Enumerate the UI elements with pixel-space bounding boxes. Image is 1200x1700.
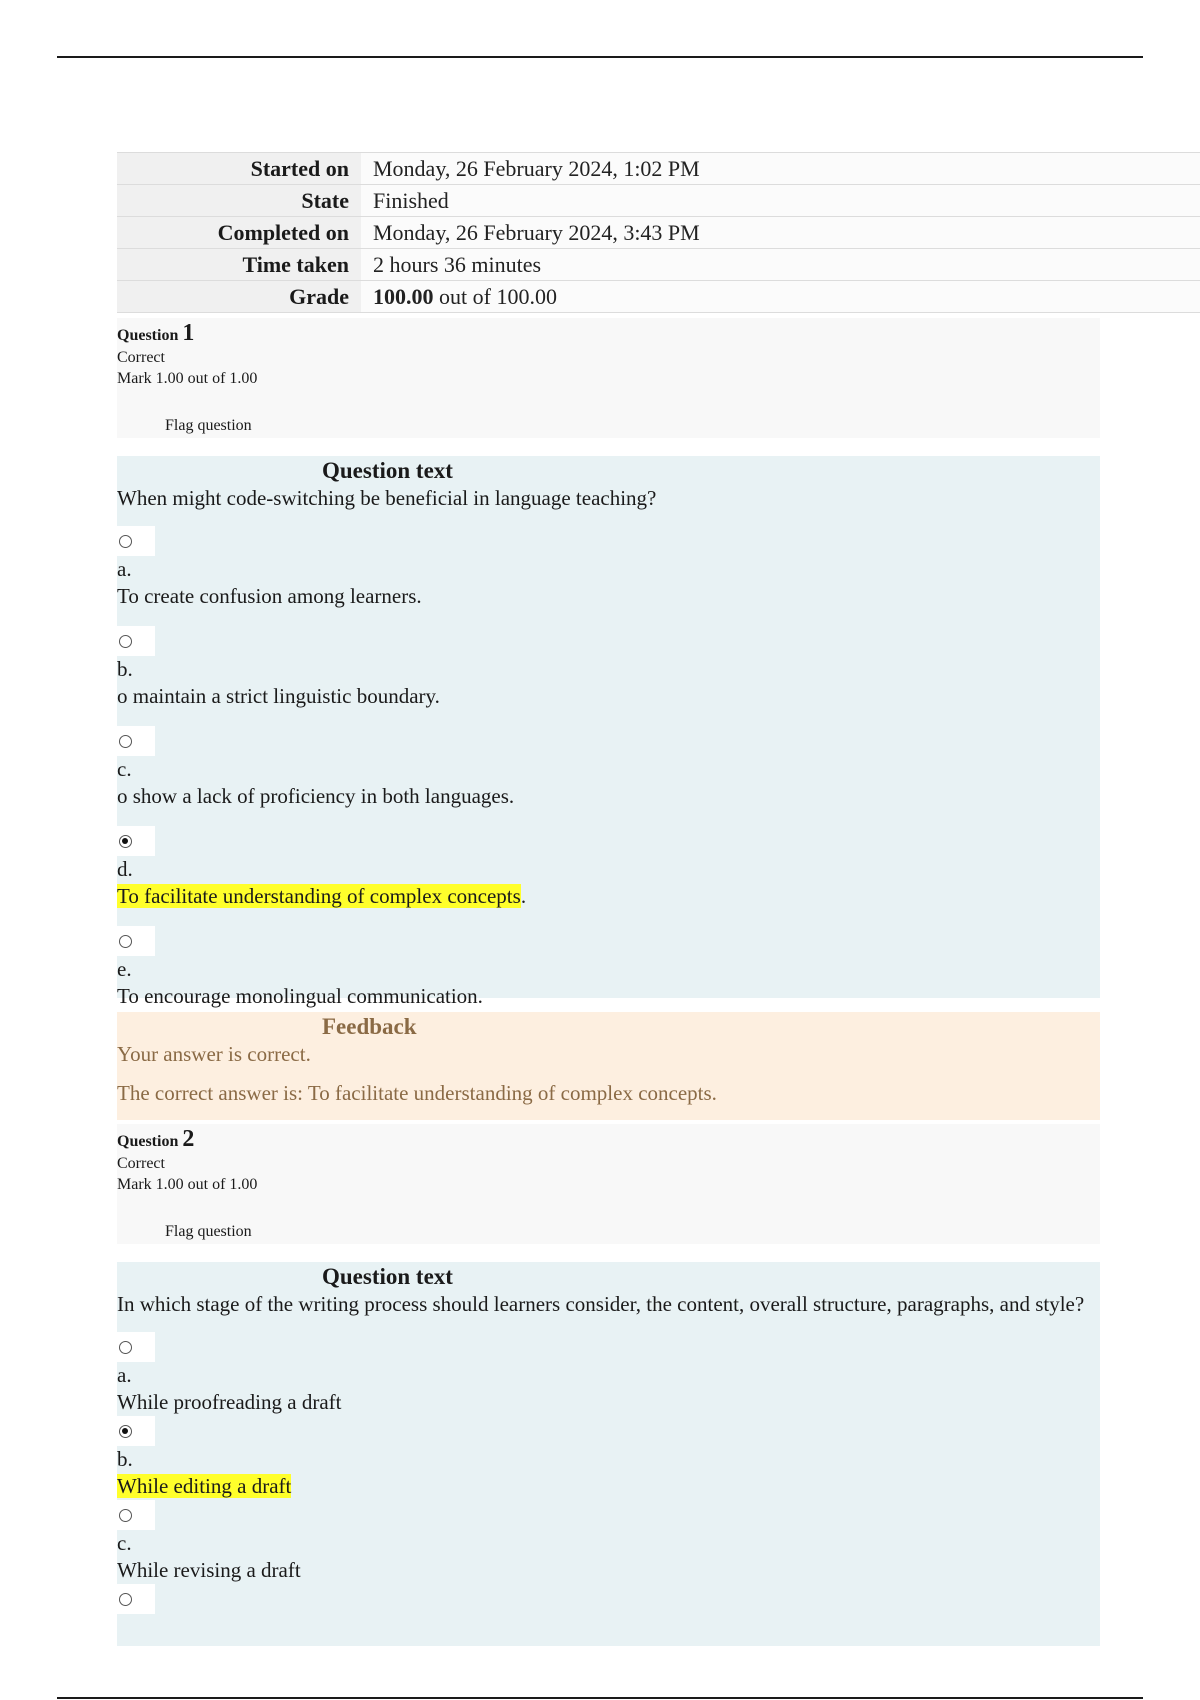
- highlighted-answer: To facilitate understanding of complex concepts: [117, 884, 521, 908]
- question-text-header: Question text: [322, 1264, 453, 1289]
- question-2-content: [117, 1262, 1100, 1646]
- answer-option-c[interactable]: [117, 726, 1100, 810]
- option-text: [117, 1473, 1100, 1500]
- option-text: To encourage monolingual communication.: [117, 984, 483, 1008]
- summary-row-state: [117, 185, 1200, 217]
- summary-value: Monday, 26 February 2024, 3:43 PM: [361, 217, 1200, 249]
- radio-button[interactable]: [119, 635, 132, 648]
- radio-button[interactable]: [119, 1509, 132, 1522]
- grade-rest: out of 100.00: [433, 283, 557, 309]
- option-letter: a.: [117, 1363, 132, 1387]
- option-text: To facilitate understanding of complex concepts.: [117, 884, 527, 908]
- question-status: Correct: [117, 349, 165, 366]
- option-text: While proofreading a draft: [117, 1390, 342, 1414]
- question-mark: Mark 1.00 out of 1.00: [117, 1176, 258, 1193]
- option-letter: c.: [117, 1531, 132, 1555]
- question-prompt: When might code-switching be beneficial in language teaching?: [117, 486, 657, 510]
- summary-value: Monday, 26 February 2024, 1:02 PM: [361, 153, 1200, 185]
- option-letter: b.: [117, 1447, 133, 1471]
- answer-option-b[interactable]: [117, 1416, 1100, 1500]
- radio-button-selected[interactable]: [119, 1425, 132, 1438]
- option-letter: c.: [117, 757, 132, 781]
- question-number: Question 2: [117, 1126, 195, 1152]
- option-text: o maintain a strict linguistic boundary.: [117, 684, 440, 708]
- feedback-result: Your answer is correct.: [117, 1042, 311, 1066]
- summary-row-grade: [117, 281, 1200, 313]
- answer-option-e[interactable]: [117, 926, 1100, 1010]
- question-1-info: [117, 318, 1100, 438]
- answer-option-d[interactable]: [117, 826, 1100, 910]
- highlighted-answer: While editing a draft: [117, 1474, 292, 1498]
- option-letter: d.: [117, 857, 133, 881]
- summary-value: [361, 281, 1200, 313]
- feedback-header: Feedback: [322, 1014, 417, 1039]
- flag-question-link[interactable]: Flag question: [165, 1223, 252, 1240]
- summary-row-time: [117, 249, 1200, 281]
- radio-button[interactable]: [119, 1341, 132, 1354]
- radio-button[interactable]: [119, 1593, 132, 1606]
- summary-value: 2 hours 36 minutes: [361, 249, 1200, 281]
- radio-button[interactable]: [119, 935, 132, 948]
- summary-label: Grade: [117, 281, 361, 313]
- answer-option-d-partial[interactable]: [117, 1584, 1100, 1614]
- question-1-feedback: [117, 1012, 1100, 1120]
- question-2-info: [117, 1124, 1100, 1244]
- bottom-rule: [57, 1697, 1143, 1699]
- question-status: Correct: [117, 1155, 165, 1172]
- answer-option-b[interactable]: [117, 626, 1100, 710]
- attempt-summary-table: [117, 152, 1200, 313]
- summary-label: Started on: [117, 153, 361, 185]
- option-letter: a.: [117, 557, 132, 581]
- top-rule: [57, 56, 1143, 58]
- answer-option-c[interactable]: [117, 1500, 1100, 1584]
- question-text-header: Question text: [322, 458, 453, 483]
- question-1-content: [117, 456, 1100, 1008]
- radio-button[interactable]: [119, 535, 132, 548]
- option-letter: b.: [117, 657, 133, 681]
- question-number: Question 1: [117, 320, 195, 346]
- option-letter: e.: [117, 957, 132, 981]
- summary-row-completed: [117, 217, 1200, 249]
- answer-option-a[interactable]: [117, 1332, 1100, 1416]
- grade-score: 100.00: [373, 283, 434, 309]
- summary-row-started: [117, 153, 1200, 185]
- option-text: To create confusion among learners.: [117, 584, 422, 608]
- summary-label: Completed on: [117, 217, 361, 249]
- option-text: o show a lack of proficiency in both languages.: [117, 784, 515, 808]
- summary-label: State: [117, 185, 361, 217]
- summary-label: Time taken: [117, 249, 361, 281]
- flag-question-link[interactable]: Flag question: [165, 417, 252, 434]
- answer-option-a[interactable]: [117, 526, 1100, 610]
- question-mark: Mark 1.00 out of 1.00: [117, 370, 258, 387]
- feedback-correct-answer: The correct answer is: To facilitate understanding of complex concepts.: [117, 1081, 717, 1105]
- question-prompt: In which stage of the writing process should learners consider, the content, overall structure, paragraphs, and style?: [117, 1292, 1085, 1316]
- radio-button-selected[interactable]: [119, 835, 132, 848]
- summary-value: Finished: [361, 185, 1200, 217]
- radio-button[interactable]: [119, 735, 132, 748]
- option-text: While revising a draft: [117, 1558, 301, 1582]
